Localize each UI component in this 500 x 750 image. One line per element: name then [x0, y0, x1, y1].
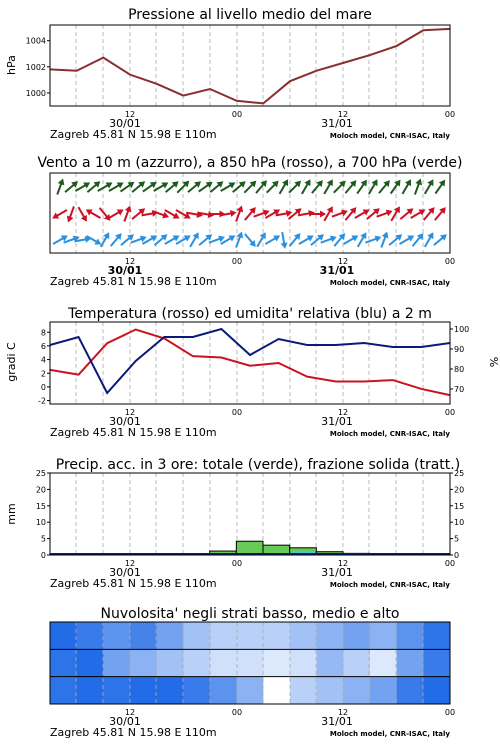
wind-700-arrow: [54, 177, 66, 195]
wind-10m-arrow: [287, 231, 303, 249]
cloud-cell: [397, 622, 424, 649]
cloud-cell: [157, 622, 184, 649]
wind-title: Vento a 10 m (azzurro), a 850 hPa (rosso), a 700 hPa (verde): [37, 155, 463, 171]
precip-ytick-label-right: 0: [454, 551, 460, 560]
wind-10m-arrow: [364, 234, 382, 246]
humidity-ytick-label: 80: [454, 365, 465, 374]
pressure-credit: Moloch model, CNR-ISAC, Italy: [329, 132, 450, 140]
cloud-cell: [77, 649, 104, 676]
wind-10m-arrow-head: [184, 232, 193, 241]
precip-date-label: 30/01: [109, 566, 141, 579]
wind-10m-arrow-head: [307, 232, 316, 241]
precip-ytick-label-right: 25: [454, 469, 465, 478]
temp-tick-label: 00: [231, 408, 243, 417]
wind-850-arrow-head: [81, 215, 90, 224]
cloud-cell: [370, 649, 397, 676]
cloud-cell: [263, 649, 290, 676]
wind-station: Zagreb 45.81 N 15.98 E 110m: [50, 275, 217, 288]
wind-10m-arrow-head: [103, 230, 112, 239]
cloud-tick-label: 00: [231, 708, 243, 717]
cloud-cell: [210, 622, 237, 649]
precip-ytick-label: 0: [40, 551, 46, 560]
wind-10m-arrow: [378, 230, 390, 248]
temp-ytick-label: 8: [40, 328, 46, 338]
humidity-ytick-label: 100: [454, 325, 470, 334]
wind-10m-arrow-head: [281, 242, 289, 249]
precip-tick-label: 00: [444, 559, 456, 568]
wind-700-arrow: [287, 178, 304, 195]
wind-850-arrow-head: [125, 204, 134, 212]
wind-10m-arrow: [98, 230, 113, 248]
cloud-cell: [263, 677, 290, 704]
wind-10m-arrow: [264, 232, 282, 247]
pressure-tick-label: 12: [337, 110, 349, 119]
wind-700-arrow: [354, 178, 369, 196]
wind-10m-arrow-head: [382, 230, 391, 238]
wind-10m-arrow-head: [260, 230, 269, 239]
pressure-time-axis: [50, 25, 455, 141]
wind-credit: Moloch model, CNR-ISAC, Italy: [329, 279, 450, 287]
wind-850-arrow-head: [363, 206, 372, 215]
wind-850-arrow: [50, 207, 68, 222]
cloud-cell: [130, 622, 157, 649]
pressure-ytick-label: 1002: [25, 62, 46, 72]
wind-700-arrow: [412, 177, 424, 195]
wind-850-arrow: [65, 205, 77, 223]
temp-ylabel: gradi C: [5, 342, 18, 382]
cloud-cell: [343, 622, 370, 649]
cloud-cell: [157, 649, 184, 676]
wind-700-arrow-head: [58, 177, 67, 185]
wind-tick-label: 12: [124, 257, 136, 266]
cloud-cell: [317, 677, 344, 704]
wind-850-arrow-head: [173, 212, 182, 221]
cloud-cell: [50, 649, 77, 676]
wind-850-arrow-head: [394, 204, 403, 213]
precip-time-axis: [50, 473, 455, 590]
humidity-series-line: [50, 329, 450, 393]
wind-tick-label: 12: [337, 257, 349, 266]
cloud-cell: [343, 677, 370, 704]
cloud-cell: [130, 677, 157, 704]
wind-850-arrow-head: [418, 206, 427, 215]
temp-date-label: 31/01: [321, 415, 353, 428]
cloud-cell: [237, 677, 264, 704]
wind-700-arrow: [85, 179, 103, 195]
temp-ytick-label: -2: [38, 396, 46, 406]
wind-10m-arrow: [432, 232, 450, 248]
precip-ytick-label: 15: [35, 501, 46, 511]
cloud-tick-label: 12: [337, 708, 349, 717]
wind-tick-label: 00: [231, 257, 243, 266]
wind-700-arrow-head: [228, 179, 237, 188]
wind-700-arrow: [366, 177, 381, 195]
wind-700-arrow: [130, 179, 148, 195]
cloud-cell: [290, 677, 317, 704]
precip-title: Precip. acc. in 3 ore: totale (verde), frazione solida (tratt.): [55, 457, 461, 473]
humidity-ytick-label: 90: [454, 345, 465, 354]
wind-10m-arrow: [233, 230, 245, 248]
wind-700-arrow-head: [161, 179, 170, 188]
precip-ytick-label-right: 5: [454, 534, 460, 544]
wind-850-arrow: [97, 206, 113, 224]
wind-850-arrow: [388, 204, 403, 222]
wind-date-label: 30/01: [107, 264, 143, 277]
wind-700-arrow: [422, 177, 437, 195]
wind-700-arrow-head: [106, 179, 115, 188]
wind-tick-label: 00: [444, 257, 456, 266]
pressure-station: Zagreb 45.81 N 15.98 E 110m: [50, 128, 217, 141]
wind-850-arrow: [365, 206, 383, 222]
wind-850-arrow: [121, 204, 133, 222]
pressure-tick-label: 12: [124, 110, 136, 119]
cloud-cell: [423, 677, 450, 704]
pressure-title: Pressione al livello medio del mare: [128, 7, 372, 23]
wind-700-arrow-head: [427, 177, 436, 186]
pressure-date-label: 30/01: [109, 117, 141, 130]
cloud-cell: [263, 622, 290, 649]
cloud-cell: [130, 649, 157, 676]
cloud-cell: [290, 622, 317, 649]
wind-700-arrow: [276, 177, 291, 195]
temp-tick-label: 12: [337, 408, 349, 417]
wind-10m-arrow: [279, 232, 289, 250]
wind-10m-arrow: [422, 230, 437, 248]
cloud-cell: [317, 649, 344, 676]
wind-700-arrow: [433, 178, 448, 196]
wind-850-arrow-head: [230, 209, 237, 217]
temp-frame: [50, 322, 450, 404]
cloud-cell: [210, 677, 237, 704]
wind-700-arrow-head: [327, 177, 336, 186]
temp-tick-label: 12: [124, 408, 136, 417]
wind-10m-arrow-head: [375, 234, 383, 243]
cloud-tick-label: 12: [124, 708, 136, 717]
wind-700-arrow: [309, 178, 325, 196]
cloud-title: Nuvolosita' negli strati basso, medio e alto: [100, 606, 400, 622]
wind-10m-arrow-head: [273, 232, 282, 241]
cloud-cell: [77, 622, 104, 649]
cloud-cell: [77, 677, 104, 704]
wind-10m-arrow: [51, 232, 69, 247]
cloud-cell: [237, 622, 264, 649]
wind-700-arrow: [321, 177, 336, 195]
wind-700-arrow: [399, 177, 414, 195]
precip-credit: Moloch model, CNR-ISAC, Italy: [329, 581, 450, 589]
cloud-cell: [183, 677, 210, 704]
pressure-date-label: 31/01: [321, 117, 353, 130]
wind-850-arrow: [432, 205, 448, 223]
wind-10m-arrow-head: [360, 230, 369, 239]
cloud-cell: [183, 622, 210, 649]
wind-700-arrow-head: [304, 177, 313, 186]
pressure-series-line: [50, 29, 450, 103]
cloud-cell: [103, 622, 130, 649]
wind-850-arrow-head: [327, 204, 336, 213]
wind-700-arrow: [63, 179, 81, 195]
cloud-cell: [397, 649, 424, 676]
wind-850-arrow-head: [50, 212, 59, 221]
precip-date-label: 31/01: [321, 566, 353, 579]
wind-10m-arrow-head: [173, 232, 182, 241]
cloud-cell: [397, 677, 424, 704]
precip-ytick-label: 5: [40, 534, 46, 544]
wind-850-arrow: [130, 206, 148, 222]
wind-850-arrow: [398, 206, 416, 222]
temp-tick-label: 00: [444, 408, 456, 417]
wind-10m-arrow: [410, 231, 426, 249]
humidity-ylabel: %: [487, 356, 500, 368]
temperature-series-line: [50, 330, 450, 396]
cloud-cell: [183, 649, 210, 676]
temp-ytick-label: 0: [40, 382, 46, 392]
wind-850-arrow-head: [208, 211, 215, 219]
precip-tick-label: 00: [231, 559, 243, 568]
temp-title: Temperatura (rosso) ed umidita' relativa (blu) a 2 m: [68, 306, 432, 322]
pressure-tick-label: 00: [444, 110, 456, 119]
temp-ytick-label: 4: [40, 355, 46, 365]
cloud-cell: [103, 677, 130, 704]
temp-station: Zagreb 45.81 N 15.98 E 110m: [50, 426, 217, 439]
precip-station: Zagreb 45.81 N 15.98 E 110m: [50, 577, 217, 590]
wind-10m-arrow-head: [150, 232, 159, 241]
cloud-cell: [370, 677, 397, 704]
precip-ytick-label-right: 10: [454, 518, 465, 528]
wind-700-arrow: [388, 178, 403, 196]
wind-10m-arrow: [355, 230, 370, 248]
precip-ytick-label-right: 15: [454, 501, 465, 511]
wind-850-arrow-head: [386, 208, 394, 217]
wind-10m-arrow-head: [228, 232, 237, 241]
wind-700-arrow-head: [83, 179, 92, 188]
precip-ytick-label-right: 20: [454, 485, 465, 495]
pressure-ytick-label: 1000: [25, 88, 46, 98]
precip-ytick-label: 10: [35, 518, 46, 528]
cloud-cell: [370, 622, 397, 649]
wind-10m-arrow: [309, 232, 327, 248]
humidity-ytick-label: 70: [454, 385, 465, 394]
wind-10m-arrow-head: [237, 230, 246, 238]
wind-10m-arrow: [242, 232, 258, 250]
wind-10m-arrow: [108, 231, 124, 249]
wind-700-arrow-head: [405, 177, 414, 186]
cloud-date-label: 31/01: [321, 715, 353, 728]
wind-10m-arrow-head: [407, 232, 416, 241]
wind-10m-arrow-head: [193, 230, 202, 239]
cloud-cell: [237, 649, 264, 676]
wind-10m-arrow-head: [351, 232, 360, 241]
cloud-cell: [343, 649, 370, 676]
cloud-cell: [423, 649, 450, 676]
wind-850-arrow-head: [84, 206, 93, 215]
wind-700-arrow: [197, 179, 215, 194]
precip-ytick-label: 25: [35, 469, 46, 478]
pressure-ylabel: hPa: [5, 55, 18, 75]
cloud-cell: [103, 649, 130, 676]
precip-bar: [236, 541, 263, 555]
cloud-date-label: 30/01: [109, 715, 141, 728]
cloud-credit: Moloch model, CNR-ISAC, Italy: [329, 730, 450, 738]
precip-tick-label: 12: [337, 559, 349, 568]
cloud-station: Zagreb 45.81 N 15.98 E 110m: [50, 726, 217, 739]
precip-ytick-label: 20: [35, 485, 46, 495]
cloud-cell: [50, 677, 77, 704]
precip-tick-label: 12: [124, 559, 136, 568]
pressure-frame: [50, 25, 450, 106]
wind-850-arrow-head: [308, 209, 315, 217]
wind-850-arrow-head: [341, 208, 349, 217]
wind-10m-arrow: [197, 232, 215, 248]
temp-credit: Moloch model, CNR-ISAC, Italy: [329, 430, 450, 438]
wind-10m-arrow-head: [427, 230, 436, 239]
cloud-tick-label: 00: [444, 708, 456, 717]
wind-700-arrow-head: [371, 177, 380, 186]
cloud-cell: [50, 622, 77, 649]
cloud-cell: [210, 649, 237, 676]
cloud-cell: [157, 677, 184, 704]
wind-850-arrow-head: [65, 216, 74, 224]
wind-850-arrow-head: [237, 204, 246, 212]
wind-700-arrow-head: [117, 179, 126, 188]
wind-850-arrow-head: [320, 211, 326, 218]
temp-ytick-label: 6: [40, 341, 46, 351]
temp-ytick-label: 2: [40, 369, 46, 379]
cloud-cell: [423, 622, 450, 649]
wind-10m-arrow: [152, 232, 170, 248]
wind-date-label: 31/01: [319, 264, 355, 277]
wind-700-arrow: [208, 179, 226, 195]
wind-850-arrow: [242, 205, 258, 223]
temp-date-label: 30/01: [109, 415, 141, 428]
wind-700-arrow: [299, 177, 314, 195]
wind-10m-arrow-head: [330, 234, 338, 243]
wind-850-arrow-head: [117, 206, 126, 215]
wind-850-arrow: [75, 205, 90, 223]
precip-ylabel: mm: [5, 503, 18, 525]
pressure-tick-label: 00: [231, 110, 243, 119]
cloud-cell: [317, 622, 344, 649]
pressure-ytick-label: 1004: [25, 36, 46, 46]
wind-10m-arrow: [254, 230, 269, 248]
wind-10m-arrow: [187, 230, 202, 248]
cloud-cell: [290, 649, 317, 676]
